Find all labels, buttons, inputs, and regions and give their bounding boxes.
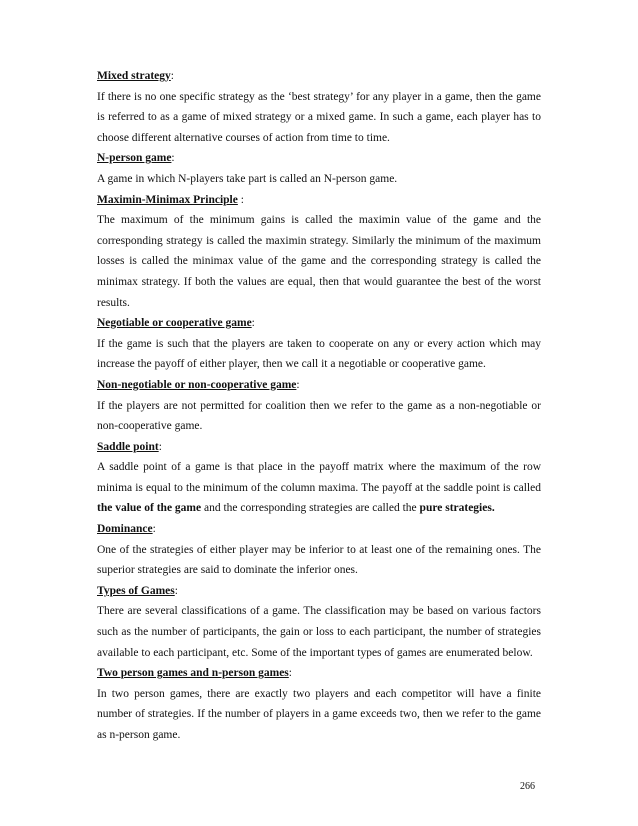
heading-text: Mixed strategy: [97, 70, 171, 82]
heading-text: Non-negotiable or non-cooperative game: [97, 378, 297, 391]
heading-colon: :: [288, 667, 292, 680]
page-content: [97, 66, 541, 746]
section-heading: [97, 519, 541, 540]
section-paragraph: One of the strategies of either player may be inferior to at least one of the remaining ones. The superior strategies are said to dominate the inferior ones.: [97, 543, 541, 577]
section-heading: [97, 663, 541, 684]
section-heading: [97, 190, 541, 211]
heading-colon: :: [152, 523, 156, 536]
section-heading: [97, 375, 541, 396]
section-paragraph: If the game is such that the players are taken to cooperate on any or every action which may increase the payoff of either player, then we call it a negotiable or cooperative game.: [97, 337, 541, 371]
paragraph-text: and the corresponding strategies are called the: [201, 502, 420, 515]
heading-text: N-person game: [97, 152, 172, 165]
heading-colon: :: [251, 317, 255, 330]
section-n-person-game: [97, 148, 541, 189]
section-heading: [97, 437, 541, 458]
section-paragraph: The maximum of the minimum gains is called the maximin value of the game and the corresponding strategy is called the maximin strategy. Similarly the minimum of the maximum losses is called the minimax value of the game and the corresponding strategy is called the minimax strategy. If both the values are equal, then that would guarantee the best of the worst results.: [97, 214, 541, 309]
section-paragraph: If there is no one specific strategy as the ‘best strategy’ for any player in a game, then the game is referred to as a game of mixed strategy or a mixed game. In such a game, each player has to choose different alternative courses of action from time to time.: [97, 90, 541, 144]
heading-colon: :: [237, 193, 244, 206]
heading-text: Two person games and n-person games: [97, 667, 289, 680]
section-heading: [97, 313, 541, 334]
heading-text: Saddle point: [97, 440, 159, 453]
heading-colon: :: [170, 70, 174, 82]
term-value-of-the-game: the value of the game: [97, 502, 202, 515]
section-paragraph: If the players are not permitted for coalition then we refer to the game as a non-negotiable or non-cooperative game.: [97, 399, 541, 433]
section-maximin-minimax: [97, 190, 541, 314]
page-number: 266: [520, 781, 535, 792]
heading-text: Dominance: [97, 523, 153, 536]
section-heading: [97, 66, 541, 87]
heading-colon: :: [296, 378, 300, 391]
term-pure-strategies: pure strategies.: [419, 502, 495, 515]
heading-colon: :: [158, 440, 162, 453]
heading-text: Negotiable or cooperative game: [97, 317, 252, 330]
section-saddle-point: [97, 437, 541, 519]
section-paragraph: In two person games, there are exactly two players and each competitor will have a finite number of strategies. If the number of players in a game exceeds two, then we refer to the game as n-person game.: [97, 687, 541, 741]
section-paragraph: [97, 457, 541, 519]
heading-colon: :: [174, 584, 178, 597]
section-paragraph: There are several classifications of a game. The classification may be based on various factors such as the number of participants, the gain or loss to each participant, the number of strategies available to each participant, etc. Some of the important types of games are enumerated below.: [97, 605, 541, 659]
section-cooperative-game: [97, 313, 541, 375]
section-paragraph: A game in which N-players take part is called an N-person game.: [97, 172, 398, 185]
section-mixed-strategy: [97, 66, 541, 148]
heading-text: Maximin-Minimax Principle: [97, 193, 238, 206]
section-heading: [97, 581, 541, 602]
paragraph-text: A saddle point of a game is that place in the payoff matrix where the maximum of the row minima is equal to the minimum of the column maxima. The payoff at the saddle point is called: [97, 461, 541, 494]
section-types-of-games: [97, 581, 541, 663]
heading-colon: :: [171, 152, 175, 165]
section-dominance: [97, 519, 541, 581]
section-two-person-games: [97, 663, 541, 745]
section-heading: [97, 148, 541, 169]
section-non-cooperative-game: [97, 375, 541, 437]
heading-text: Types of Games: [97, 584, 175, 597]
